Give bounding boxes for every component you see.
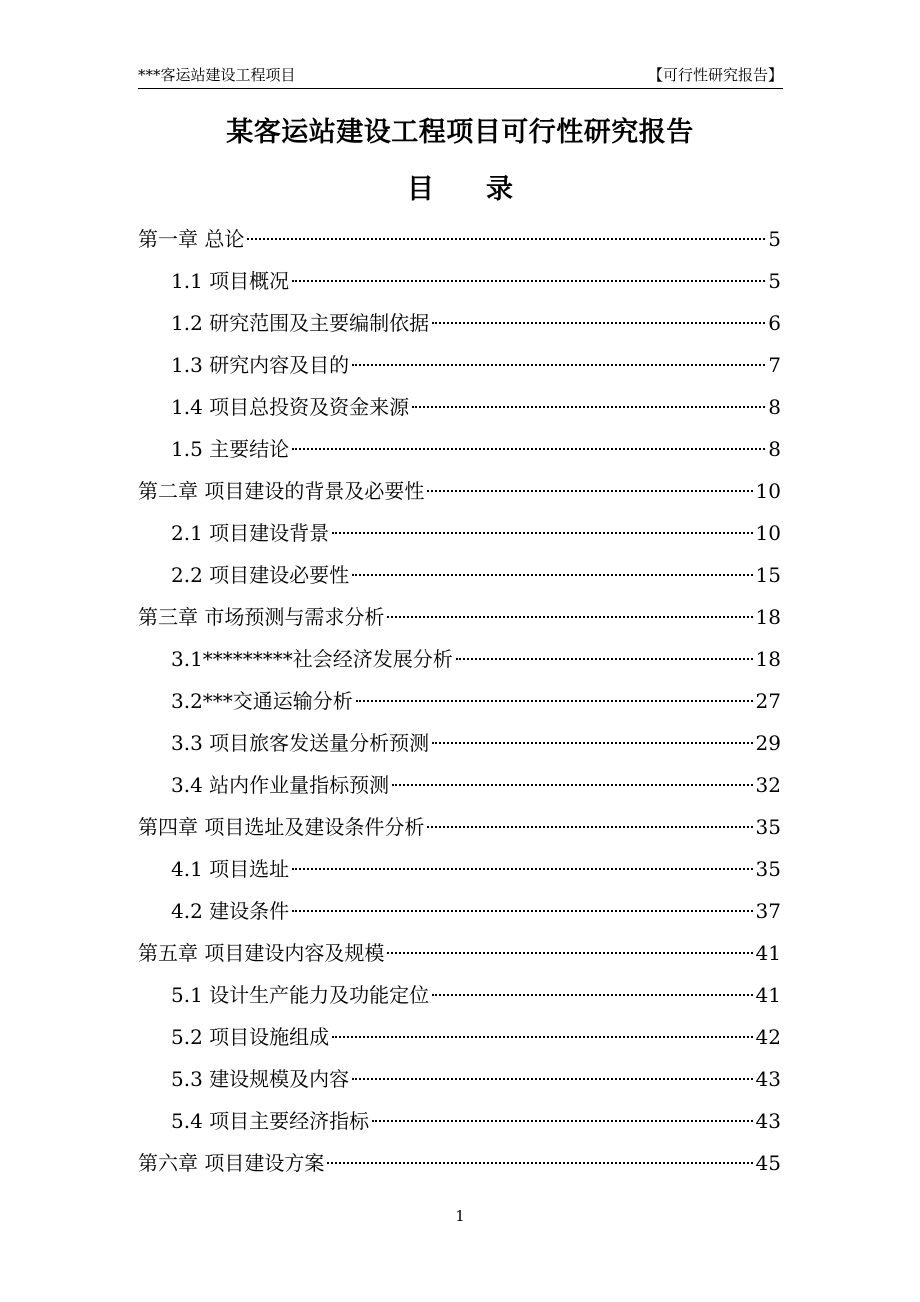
toc-entry-label: 2.2 项目建设必要性 — [171, 563, 350, 587]
toc-dot-leader — [387, 616, 752, 618]
toc-dot-leader — [292, 910, 752, 912]
toc-entry-label: 3.2***交通运输分析 — [171, 689, 353, 713]
toc-entry-page: 35 — [755, 815, 781, 839]
toc-section-entry[interactable] — [138, 428, 781, 470]
toc-entry-page: 27 — [755, 689, 781, 713]
toc-section-entry[interactable] — [138, 764, 781, 806]
toc-entry-label: 第一章 总论 — [138, 227, 245, 251]
toc-entry-label: 5.4 项目主要经济指标 — [171, 1109, 370, 1133]
toc-entry-page: 43 — [755, 1067, 781, 1091]
toc-entry-page: 5 — [768, 269, 781, 293]
toc-section-entry[interactable] — [138, 386, 781, 428]
toc-entry-label: 3.1*********社会经济发展分析 — [171, 647, 453, 671]
toc-entry-label: 第二章 项目建设的背景及必要性 — [138, 479, 425, 503]
toc-dot-leader — [292, 868, 752, 870]
toc-section-entry[interactable] — [138, 554, 781, 596]
toc-entry-label: 第三章 市场预测与需求分析 — [138, 605, 385, 629]
page-number: 1 — [455, 1207, 465, 1225]
toc-dot-leader — [427, 826, 752, 828]
toc-entry-label: 1.1 项目概况 — [171, 269, 290, 293]
toc-entry-page: 43 — [755, 1109, 781, 1133]
toc-dot-leader — [427, 490, 752, 492]
toc-entry-page: 42 — [755, 1025, 781, 1049]
toc-dot-leader — [292, 448, 765, 450]
header-report-type: 【可行性研究报告】 — [647, 66, 783, 84]
toc-chapter-entry[interactable] — [138, 470, 781, 512]
toc-entry-label: 1.5 主要结论 — [171, 437, 290, 461]
toc-entry-label: 3.3 项目旅客发送量分析预测 — [171, 731, 430, 755]
toc-entry-label: 第四章 项目选址及建设条件分析 — [138, 815, 425, 839]
toc-entry-label: 1.2 研究范围及主要编制依据 — [171, 311, 430, 335]
toc-chapter-entry[interactable] — [138, 218, 781, 260]
toc-section-entry[interactable] — [138, 1016, 781, 1058]
toc-section-entry[interactable] — [138, 1100, 781, 1142]
toc-section-entry[interactable] — [138, 722, 781, 764]
toc-dot-leader — [352, 364, 765, 366]
toc-section-entry[interactable] — [138, 260, 781, 302]
toc-section-entry[interactable] — [138, 638, 781, 680]
toc-heading: 目录 — [407, 174, 565, 205]
toc-entry-label: 5.1 设计生产能力及功能定位 — [171, 983, 430, 1007]
toc-entry-page: 6 — [768, 311, 781, 335]
toc-entry-page: 15 — [755, 563, 781, 587]
toc-entry-page: 35 — [755, 857, 781, 881]
toc-entry-page: 45 — [755, 1151, 781, 1175]
header-project-name: ***客运站建设工程项目 — [138, 66, 296, 84]
toc-section-entry[interactable] — [138, 512, 781, 554]
toc-entry-page: 18 — [755, 605, 781, 629]
toc-section-entry[interactable] — [138, 302, 781, 344]
toc-entry-page: 41 — [755, 941, 781, 965]
toc-entry-page: 29 — [755, 731, 781, 755]
toc-entry-label: 4.2 建设条件 — [171, 899, 290, 923]
toc-entry-label: 4.1 项目选址 — [171, 857, 290, 881]
toc-chapter-entry[interactable] — [138, 932, 781, 974]
toc-section-entry[interactable] — [138, 344, 781, 386]
page-header — [138, 62, 783, 89]
toc-entry-label: 3.4 站内作业量指标预测 — [171, 773, 390, 797]
toc-dot-leader — [392, 784, 752, 786]
toc-section-entry[interactable] — [138, 890, 781, 932]
toc-dot-leader — [432, 994, 752, 996]
toc-dot-leader — [327, 1162, 752, 1164]
toc-entry-page: 18 — [755, 647, 781, 671]
toc-entry-page: 5 — [768, 227, 781, 251]
toc-dot-leader — [432, 322, 765, 324]
toc-entry-label: 5.2 项目设施组成 — [171, 1025, 330, 1049]
toc-entry-label: 1.4 项目总投资及资金来源 — [171, 395, 410, 419]
toc-entry-page: 10 — [755, 521, 781, 545]
toc-chapter-entry[interactable] — [138, 1142, 781, 1184]
toc-entry-page: 32 — [755, 773, 781, 797]
document-title: 某客运站建设工程项目可行性研究报告 — [226, 117, 694, 148]
toc-entry-page: 10 — [755, 479, 781, 503]
toc-entry-page: 7 — [768, 353, 781, 377]
toc-section-entry[interactable] — [138, 974, 781, 1016]
toc-dot-leader — [352, 1078, 752, 1080]
toc-entry-page: 8 — [768, 437, 781, 461]
toc-entry-label: 第五章 项目建设内容及规模 — [138, 941, 385, 965]
toc-entry-label: 2.1 项目建设背景 — [171, 521, 330, 545]
toc-section-entry[interactable] — [138, 1058, 781, 1100]
toc-dot-leader — [292, 280, 765, 282]
toc-dot-leader — [456, 658, 753, 660]
toc-entry-label: 第六章 项目建设方案 — [138, 1151, 325, 1175]
toc-dot-leader — [247, 238, 765, 240]
toc-dot-leader — [332, 1036, 752, 1038]
toc-section-entry[interactable] — [138, 848, 781, 890]
toc-dot-leader — [332, 532, 752, 534]
toc-entry-page: 8 — [768, 395, 781, 419]
toc-entry-label: 5.3 建设规模及内容 — [171, 1067, 350, 1091]
toc-chapter-entry[interactable] — [138, 596, 781, 638]
toc-section-entry[interactable] — [138, 680, 781, 722]
toc-entry-label: 1.3 研究内容及目的 — [171, 353, 350, 377]
toc-dot-leader — [432, 742, 752, 744]
toc-dot-leader — [372, 1120, 752, 1122]
toc-chapter-entry[interactable] — [138, 806, 781, 848]
toc-entry-page: 41 — [755, 983, 781, 1007]
toc-dot-leader — [412, 406, 765, 408]
toc-entry-page: 37 — [755, 899, 781, 923]
toc-dot-leader — [352, 574, 752, 576]
table-of-contents — [138, 218, 781, 1184]
toc-dot-leader — [387, 952, 752, 954]
toc-dot-leader — [356, 700, 753, 702]
